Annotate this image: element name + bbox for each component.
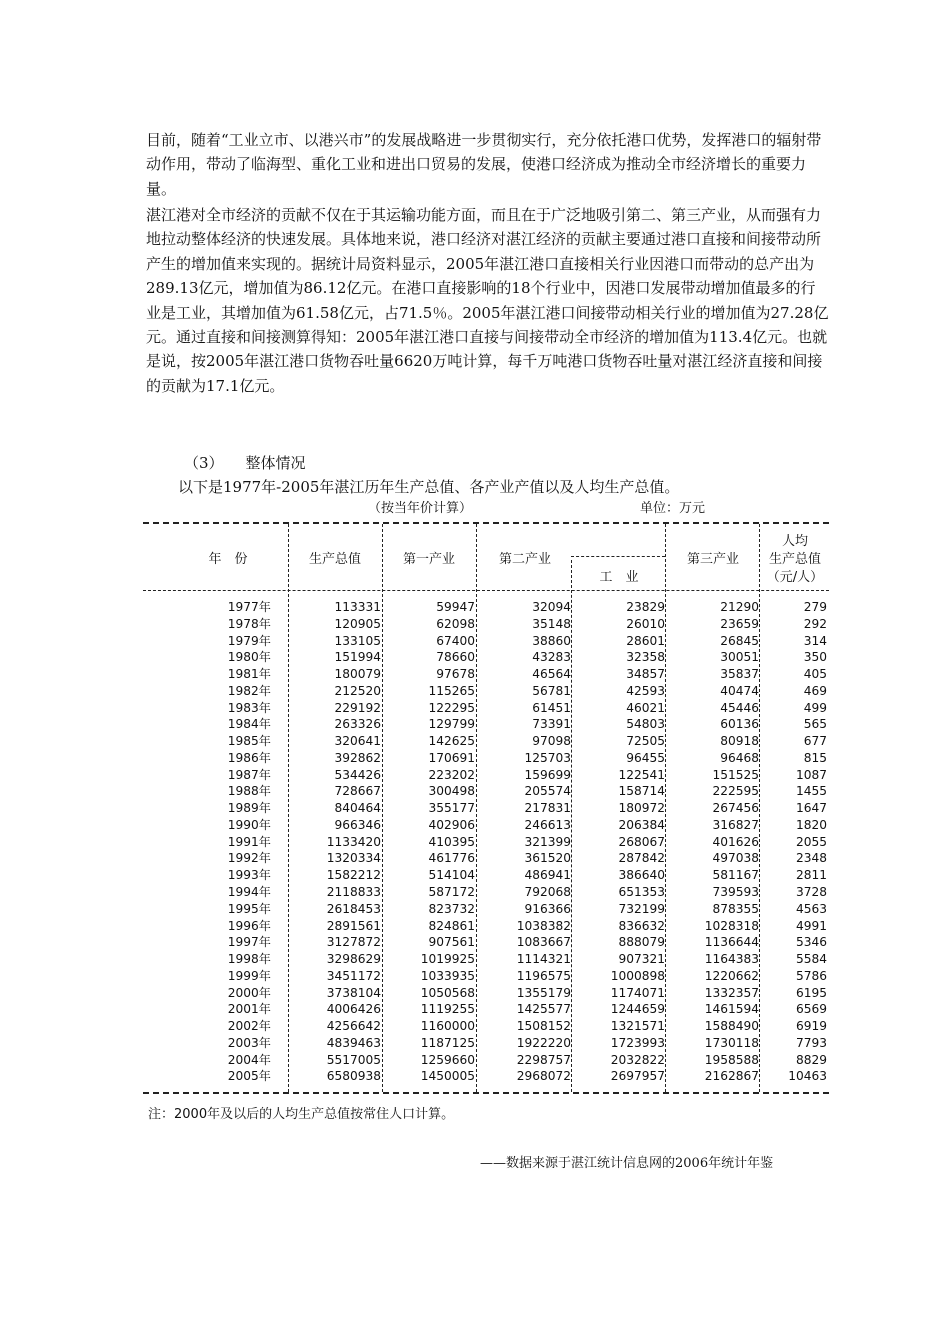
percap-cell: 5584 bbox=[795, 952, 827, 967]
industry-cell: 386640 bbox=[618, 868, 665, 883]
year-cell: 1996年 bbox=[227, 918, 271, 933]
percap-cell: 2055 bbox=[795, 834, 827, 849]
tertiary-cell: 21290 bbox=[720, 600, 759, 614]
tertiary-cell: 1461594 bbox=[704, 1002, 759, 1017]
secondary-cell: 205574 bbox=[524, 784, 571, 799]
percap-cell: 279 bbox=[803, 600, 827, 614]
gdp-cell: 1133420 bbox=[326, 834, 381, 849]
primary-cell: 1119255 bbox=[420, 1002, 475, 1017]
secondary-cell: 1083667 bbox=[516, 935, 571, 950]
tertiary-cell: 316827 bbox=[712, 817, 759, 832]
percap-cell: 10463 bbox=[788, 1069, 827, 1084]
secondary-cell: 61451 bbox=[532, 700, 571, 715]
percap-cell: 4563 bbox=[795, 901, 827, 916]
percap-cell: 565 bbox=[803, 717, 827, 732]
gdp-cell: 6580938 bbox=[326, 1069, 381, 1084]
year-cell: 1990年 bbox=[227, 817, 271, 832]
primary-cell: 129799 bbox=[428, 717, 475, 732]
percap-cell: 5346 bbox=[795, 935, 827, 950]
section-title: 整体情况 bbox=[245, 454, 306, 472]
secondary-cell: 1922220 bbox=[516, 1035, 571, 1050]
table-row bbox=[143, 616, 829, 633]
tertiary-cell: 222595 bbox=[712, 784, 759, 799]
percap-cell: 1455 bbox=[795, 784, 827, 799]
primary-cell: 1050568 bbox=[420, 985, 475, 1000]
percap-cell: 2811 bbox=[795, 868, 827, 883]
year-cell: 1985年 bbox=[227, 734, 271, 749]
section-heading bbox=[184, 452, 306, 473]
industry-cell: 180972 bbox=[618, 801, 665, 816]
gdp-cell: 212520 bbox=[334, 683, 381, 698]
table-unit: 单位：万元 bbox=[640, 501, 706, 516]
table-row bbox=[143, 700, 829, 717]
year-cell: 1994年 bbox=[227, 885, 271, 900]
secondary-cell: 1196575 bbox=[516, 968, 571, 983]
secondary-cell: 35148 bbox=[532, 616, 571, 631]
gdp-cell: 2618453 bbox=[326, 901, 381, 916]
percap-cell: 350 bbox=[803, 650, 827, 665]
table-row bbox=[143, 750, 829, 767]
table-row bbox=[143, 599, 829, 616]
tertiary-cell: 1164383 bbox=[704, 952, 759, 967]
year-cell: 1979年 bbox=[227, 633, 271, 648]
primary-cell: 59947 bbox=[436, 600, 475, 614]
secondary-cell: 246613 bbox=[524, 817, 571, 832]
year-cell: 1986年 bbox=[227, 750, 271, 765]
primary-cell: 1259660 bbox=[420, 1052, 475, 1067]
primary-cell: 907561 bbox=[428, 935, 475, 950]
percap-cell: 499 bbox=[803, 700, 827, 715]
primary-cell: 1033935 bbox=[420, 968, 475, 983]
gdp-cell: 180079 bbox=[334, 667, 381, 682]
percap-cell: 7793 bbox=[795, 1035, 827, 1050]
tertiary-cell: 45446 bbox=[720, 700, 759, 715]
secondary-cell: 2968072 bbox=[516, 1069, 571, 1084]
gdp-cell: 113331 bbox=[334, 600, 381, 614]
table-row bbox=[143, 884, 829, 901]
industry-cell: 907321 bbox=[618, 952, 665, 967]
primary-cell: 402906 bbox=[428, 817, 475, 832]
year-cell: 1995年 bbox=[227, 901, 271, 916]
header-year: 年 份 bbox=[208, 552, 248, 567]
primary-cell: 1450005 bbox=[420, 1069, 475, 1084]
table-row bbox=[143, 1001, 829, 1018]
table-top-rule bbox=[143, 522, 829, 524]
industry-cell: 888079 bbox=[618, 935, 665, 950]
secondary-cell: 46564 bbox=[532, 667, 571, 682]
table-row bbox=[143, 683, 829, 700]
primary-cell: 410395 bbox=[428, 834, 475, 849]
percap-cell: 314 bbox=[803, 633, 827, 648]
industry-cell: 23829 bbox=[626, 600, 665, 614]
industry-cell: 2032822 bbox=[610, 1052, 665, 1067]
tertiary-cell: 30051 bbox=[720, 650, 759, 665]
table-row bbox=[143, 850, 829, 867]
table-row bbox=[143, 733, 829, 750]
industry-cell: 46021 bbox=[626, 700, 665, 715]
primary-cell: 1019925 bbox=[420, 952, 475, 967]
industry-subheader-rule bbox=[571, 556, 665, 557]
gdp-cell: 1320334 bbox=[326, 851, 381, 866]
gdp-cell: 133105 bbox=[334, 633, 381, 648]
industry-cell: 1321571 bbox=[610, 1019, 665, 1034]
header-bottom-rule bbox=[143, 590, 829, 591]
year-cell: 1991年 bbox=[227, 834, 271, 849]
tertiary-cell: 23659 bbox=[720, 616, 759, 631]
industry-cell: 54803 bbox=[626, 717, 665, 732]
percap-cell: 6195 bbox=[795, 985, 827, 1000]
tertiary-cell: 1588490 bbox=[704, 1019, 759, 1034]
tertiary-cell: 267456 bbox=[712, 801, 759, 816]
table-row bbox=[143, 1068, 829, 1085]
table-row bbox=[143, 1035, 829, 1052]
year-cell: 1997年 bbox=[227, 935, 271, 950]
percap-cell: 1087 bbox=[795, 767, 827, 782]
table-body bbox=[143, 599, 829, 1085]
paragraph-2: 湛江港对全市经济的贡献不仅在于其运输功能方面，而且在于广泛地吸引第二、第三产业，从而强有力地拉动整体经济的快速发展。具体地来说，港口经济对湛江经济的贡献主要通过港口直接和间接带动所产生的增加值来实现的。据统计局资料显示，2005年湛江港口直接相关行业因港口而带动的总产出为289.13亿元，增加值为86.12亿元。在港口直接影响的18个行业中，因港口发展带动增加值最多的行业是工业，其增加值为61.58亿元，占71.5％。2005年湛江港口间接带动相关行业的增加值为27.28亿元。通过直接和间接测算得知：2005年湛江港口直接与间接带动全市经济的增加值为113.4亿元。也就是说，按2005年湛江港口货物吞吐量6620万吨计算，每千万吨港口货物吞吐量对湛江经济直接和间接的贡献为17.1亿元。 bbox=[146, 206, 829, 395]
industry-cell: 34857 bbox=[626, 667, 665, 682]
secondary-cell: 1355179 bbox=[516, 985, 571, 1000]
tertiary-cell: 35837 bbox=[720, 667, 759, 682]
industry-cell: 206384 bbox=[618, 817, 665, 832]
year-cell: 1978年 bbox=[227, 616, 271, 631]
gdp-cell: 5517005 bbox=[326, 1052, 381, 1067]
table-row bbox=[143, 834, 829, 851]
industry-cell: 158714 bbox=[618, 784, 665, 799]
table-bottom-rule bbox=[143, 1092, 829, 1094]
primary-cell: 115265 bbox=[428, 683, 475, 698]
table-row bbox=[143, 666, 829, 683]
primary-cell: 824861 bbox=[428, 918, 475, 933]
year-cell: 1981年 bbox=[227, 667, 271, 682]
secondary-cell: 916366 bbox=[524, 901, 571, 916]
tertiary-cell: 26845 bbox=[720, 633, 759, 648]
gdp-cell: 2118833 bbox=[326, 885, 381, 900]
table-row bbox=[143, 767, 829, 784]
gdp-cell: 840464 bbox=[334, 801, 381, 816]
header-percap-line2: 生产总值 bbox=[768, 552, 821, 567]
percap-cell: 5786 bbox=[795, 968, 827, 983]
tertiary-cell: 1220662 bbox=[704, 968, 759, 983]
tertiary-cell: 1136644 bbox=[704, 935, 759, 950]
primary-cell: 97678 bbox=[436, 667, 475, 682]
percap-cell: 405 bbox=[803, 667, 827, 682]
gdp-cell: 263326 bbox=[334, 717, 381, 732]
secondary-cell: 1038382 bbox=[516, 918, 571, 933]
gdp-cell: 3298629 bbox=[326, 952, 381, 967]
table-row bbox=[143, 985, 829, 1002]
industry-cell: 1723993 bbox=[610, 1035, 665, 1050]
secondary-cell: 56781 bbox=[532, 683, 571, 698]
industry-cell: 42593 bbox=[626, 683, 665, 698]
industry-cell: 651353 bbox=[618, 885, 665, 900]
gdp-cell: 1582212 bbox=[326, 868, 381, 883]
industry-cell: 287842 bbox=[618, 851, 665, 866]
tertiary-cell: 1028318 bbox=[704, 918, 759, 933]
year-cell: 1999年 bbox=[227, 968, 271, 983]
year-cell: 1992年 bbox=[227, 851, 271, 866]
percap-cell: 292 bbox=[803, 616, 827, 631]
tertiary-cell: 96468 bbox=[720, 750, 759, 765]
primary-cell: 355177 bbox=[428, 801, 475, 816]
year-cell: 1983年 bbox=[227, 700, 271, 715]
percap-cell: 3728 bbox=[795, 885, 827, 900]
primary-cell: 300498 bbox=[428, 784, 475, 799]
tertiary-cell: 2162867 bbox=[704, 1069, 759, 1084]
gdp-cell: 4256642 bbox=[326, 1019, 381, 1034]
primary-cell: 223202 bbox=[428, 767, 475, 782]
industry-cell: 2697957 bbox=[610, 1069, 665, 1084]
gdp-cell: 534426 bbox=[334, 767, 381, 782]
table-row bbox=[143, 968, 829, 985]
industry-cell: 28601 bbox=[626, 633, 665, 648]
tertiary-cell: 80918 bbox=[720, 734, 759, 749]
tertiary-cell: 60136 bbox=[720, 717, 759, 732]
primary-cell: 587172 bbox=[428, 885, 475, 900]
secondary-cell: 32094 bbox=[532, 600, 571, 614]
gdp-cell: 392862 bbox=[334, 750, 381, 765]
primary-cell: 461776 bbox=[428, 851, 475, 866]
tertiary-cell: 581167 bbox=[712, 868, 759, 883]
header-percap-line3: （元/人） bbox=[766, 570, 824, 585]
percap-cell: 4991 bbox=[795, 918, 827, 933]
secondary-cell: 1508152 bbox=[516, 1019, 571, 1034]
industry-cell: 96455 bbox=[626, 750, 665, 765]
gdp-cell: 151994 bbox=[334, 650, 381, 665]
table-row bbox=[143, 951, 829, 968]
table-row bbox=[143, 1052, 829, 1069]
primary-cell: 67400 bbox=[436, 633, 475, 648]
year-cell: 2005年 bbox=[227, 1069, 271, 1084]
secondary-cell: 361520 bbox=[524, 851, 571, 866]
percap-cell: 6919 bbox=[795, 1019, 827, 1034]
industry-cell: 1174071 bbox=[610, 985, 665, 1000]
table-row bbox=[143, 716, 829, 733]
gdp-cell: 728667 bbox=[334, 784, 381, 799]
percap-cell: 6569 bbox=[795, 1002, 827, 1017]
industry-cell: 732199 bbox=[618, 901, 665, 916]
year-cell: 2004年 bbox=[227, 1052, 271, 1067]
primary-cell: 122295 bbox=[428, 700, 475, 715]
table-row bbox=[143, 649, 829, 666]
percap-cell: 2348 bbox=[795, 851, 827, 866]
gdp-cell: 3127872 bbox=[326, 935, 381, 950]
year-cell: 1984年 bbox=[227, 717, 271, 732]
industry-cell: 268067 bbox=[618, 834, 665, 849]
percap-cell: 1820 bbox=[795, 817, 827, 832]
primary-cell: 1187125 bbox=[420, 1035, 475, 1050]
table-row bbox=[143, 817, 829, 834]
tertiary-cell: 1958588 bbox=[704, 1052, 759, 1067]
table-note: 注：2000年及以后的人均生产总值按常住人口计算。 bbox=[148, 1107, 455, 1122]
header-primary: 第一产业 bbox=[402, 552, 455, 567]
secondary-cell: 97098 bbox=[532, 734, 571, 749]
table-row bbox=[143, 633, 829, 650]
percap-cell: 815 bbox=[803, 750, 827, 765]
gdp-cell: 320641 bbox=[334, 734, 381, 749]
tertiary-cell: 151525 bbox=[712, 767, 759, 782]
year-cell: 1987年 bbox=[227, 767, 271, 782]
gdp-cell: 229192 bbox=[334, 700, 381, 715]
header-industry: 工 业 bbox=[599, 570, 639, 585]
table-row bbox=[143, 918, 829, 935]
year-cell: 1998年 bbox=[227, 952, 271, 967]
year-cell: 2001年 bbox=[227, 1002, 271, 1017]
percap-cell: 677 bbox=[803, 734, 827, 749]
table-row bbox=[143, 867, 829, 884]
tertiary-cell: 401626 bbox=[712, 834, 759, 849]
industry-cell: 122541 bbox=[618, 767, 665, 782]
gdp-cell: 120905 bbox=[334, 616, 381, 631]
table-row bbox=[143, 1018, 829, 1035]
primary-cell: 78660 bbox=[436, 650, 475, 665]
secondary-cell: 1425577 bbox=[516, 1002, 571, 1017]
gdp-cell: 4839463 bbox=[326, 1035, 381, 1050]
secondary-cell: 43283 bbox=[532, 650, 571, 665]
gdp-cell: 2891561 bbox=[326, 918, 381, 933]
primary-cell: 170691 bbox=[428, 750, 475, 765]
year-cell: 1989年 bbox=[227, 801, 271, 816]
secondary-cell: 321399 bbox=[524, 834, 571, 849]
gdp-cell: 3451172 bbox=[326, 968, 381, 983]
percap-cell: 469 bbox=[803, 683, 827, 698]
secondary-cell: 38860 bbox=[532, 633, 571, 648]
header-tertiary: 第三产业 bbox=[686, 552, 739, 567]
year-cell: 1982年 bbox=[227, 683, 271, 698]
table-row bbox=[143, 783, 829, 800]
year-cell: 2000年 bbox=[227, 985, 271, 1000]
tertiary-cell: 739593 bbox=[712, 885, 759, 900]
table-row bbox=[143, 901, 829, 918]
percap-cell: 1647 bbox=[795, 801, 827, 816]
primary-cell: 62098 bbox=[436, 616, 475, 631]
secondary-cell: 73391 bbox=[532, 717, 571, 732]
primary-cell: 1160000 bbox=[420, 1019, 475, 1034]
section-number: （3） bbox=[184, 454, 224, 472]
gdp-cell: 4006426 bbox=[326, 1002, 381, 1017]
primary-cell: 514104 bbox=[428, 868, 475, 883]
tertiary-cell: 1730118 bbox=[704, 1035, 759, 1050]
data-source: ——数据来源于湛江统计信息网的2006年统计年鉴 bbox=[480, 1156, 774, 1171]
industry-cell: 26010 bbox=[626, 616, 665, 631]
secondary-cell: 1114321 bbox=[516, 952, 571, 967]
industry-cell: 836632 bbox=[618, 918, 665, 933]
tertiary-cell: 497038 bbox=[712, 851, 759, 866]
year-cell: 1980年 bbox=[227, 650, 271, 665]
gdp-cell: 966346 bbox=[334, 817, 381, 832]
tertiary-cell: 40474 bbox=[720, 683, 759, 698]
percap-cell: 8829 bbox=[795, 1052, 827, 1067]
primary-cell: 823732 bbox=[428, 901, 475, 916]
year-cell: 1977年 bbox=[227, 600, 271, 614]
primary-cell: 142625 bbox=[428, 734, 475, 749]
industry-cell: 32358 bbox=[626, 650, 665, 665]
header-secondary: 第二产业 bbox=[498, 552, 551, 567]
tertiary-cell: 878355 bbox=[712, 901, 759, 916]
gdp-cell: 3738104 bbox=[326, 985, 381, 1000]
secondary-cell: 2298757 bbox=[516, 1052, 571, 1067]
table-row bbox=[143, 934, 829, 951]
secondary-cell: 125703 bbox=[524, 750, 571, 765]
secondary-cell: 217831 bbox=[524, 801, 571, 816]
header-percap-line1: 人均 bbox=[781, 534, 808, 549]
industry-cell: 1244659 bbox=[610, 1002, 665, 1017]
industry-cell: 1000898 bbox=[610, 968, 665, 983]
year-cell: 1993年 bbox=[227, 868, 271, 883]
secondary-cell: 159699 bbox=[524, 767, 571, 782]
table-intro: 以下是1977年-2005年湛江历年生产总值、各产业产值以及人均生产总值。 bbox=[178, 478, 680, 496]
secondary-cell: 486941 bbox=[524, 868, 571, 883]
tertiary-cell: 1332357 bbox=[704, 985, 759, 1000]
paragraph-1: 目前，随着“工业立市、以港兴市”的发展战略进一步贯彻实行，充分依托港口优势，发挥港口的辐射带动作用，带动了临海型、重化工业和进出口贸易的发展，使港口经济成为推动全市经济增长的重要力量。 bbox=[146, 131, 822, 198]
industry-cell: 72505 bbox=[626, 734, 665, 749]
secondary-cell: 792068 bbox=[524, 885, 571, 900]
year-cell: 2003年 bbox=[227, 1035, 271, 1050]
table-caption: （按当年价计算） bbox=[368, 501, 473, 516]
header-gdp: 生产总值 bbox=[308, 552, 361, 567]
year-cell: 1988年 bbox=[227, 784, 271, 799]
year-cell: 2002年 bbox=[227, 1019, 271, 1034]
table-row bbox=[143, 800, 829, 817]
